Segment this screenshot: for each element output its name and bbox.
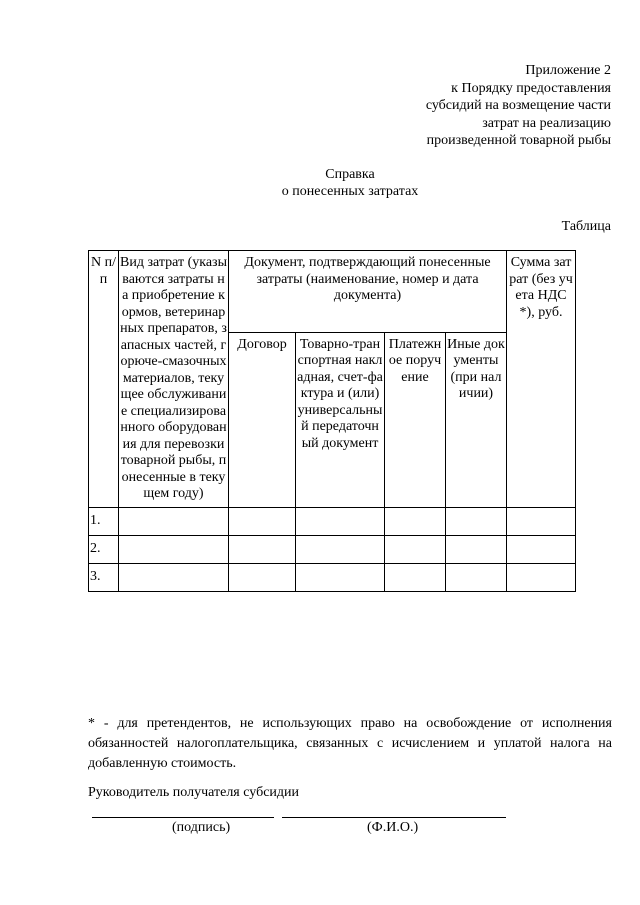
- table-cell: [229, 563, 296, 591]
- appendix-line: субсидий на возмещение части: [425, 98, 611, 113]
- header-other-docs: Иные документы (при наличии): [446, 332, 507, 507]
- table-cell: [229, 535, 296, 563]
- header-contract: Договор: [229, 332, 296, 507]
- appendix-line: к Порядку предоставления: [451, 80, 611, 96]
- name-line: [282, 817, 506, 818]
- signature-line: [92, 817, 274, 818]
- expense-table: [88, 250, 576, 592]
- table-label: Таблица: [561, 219, 611, 234]
- table-cell: [385, 507, 446, 535]
- header-sum: Сумма затрат (без учета НДС *), руб.: [507, 251, 576, 508]
- table-row: [89, 563, 576, 591]
- signature-caption: (подпись): [172, 820, 231, 835]
- row-num: 3.: [89, 563, 119, 591]
- appendix-line: Приложение 2: [525, 63, 611, 78]
- table-cell: [446, 535, 507, 563]
- header-waybill: Товарно-транспортная накладная, счет-фактура и (или) универсальный передаточный документ: [296, 332, 385, 507]
- table-cell: [385, 535, 446, 563]
- row-num: 1.: [89, 507, 119, 535]
- header-document-group: Документ, подтверждающий понесенные затраты (наименование, номер и дата документа): [229, 251, 507, 333]
- table-cell: [385, 563, 446, 591]
- header-payment: Платежное поручение: [385, 332, 446, 507]
- appendix-line: затрат на реализацию: [482, 115, 611, 131]
- table-cell: [119, 563, 229, 591]
- appendix-block: [426, 62, 611, 150]
- header-num: N п/п: [89, 251, 119, 508]
- table-cell: [119, 535, 229, 563]
- head-label: Руководитель получателя субсидии: [88, 785, 300, 800]
- table-cell: [296, 507, 385, 535]
- row-num: 2.: [89, 535, 119, 563]
- name-caption: (Ф.И.О.): [367, 820, 419, 835]
- table-cell: [229, 507, 296, 535]
- appendix-line: произведенной товарной рыбы: [426, 133, 611, 148]
- document-title: [0, 166, 640, 200]
- header-expense-type: Вид затрат (указываются затраты на приобретение кормов, ветеринарных препаратов, запасных частей, горюче-смазочных материалов, текущее обслуживание специализированного оборудования для перевозки товарной рыбы, понесенные в текущем году): [119, 251, 229, 508]
- table-row: [89, 535, 576, 563]
- title-line-1: Справка: [325, 167, 375, 182]
- table-row: [89, 507, 576, 535]
- table-cell: [507, 507, 576, 535]
- table-cell: [507, 563, 576, 591]
- table-header-row: [89, 251, 576, 333]
- table-cell: [446, 563, 507, 591]
- table-cell: [296, 535, 385, 563]
- table-cell: [296, 563, 385, 591]
- footnote: * - для претендентов, не использующих право на освобождение от исполнения обязанностей налогоплательщика, связанных с исчислением и уплатой налога на добавленную стоимость.: [88, 716, 612, 771]
- table-cell: [507, 535, 576, 563]
- title-line-2: о понесенных затратах: [281, 184, 419, 199]
- table-cell: [446, 507, 507, 535]
- table-cell: [119, 507, 229, 535]
